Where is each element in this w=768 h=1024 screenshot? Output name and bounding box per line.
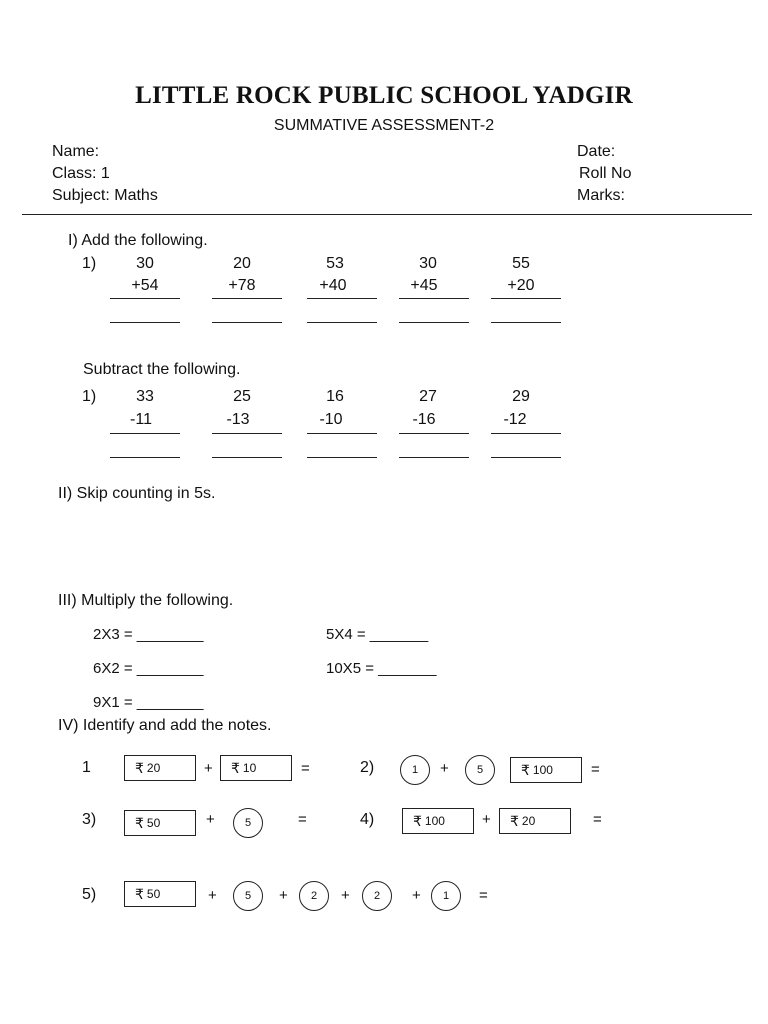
add-top-5: 55	[512, 255, 530, 272]
date-label: Date:	[577, 143, 616, 160]
q4-plus: +	[482, 811, 491, 828]
rupee-icon: ₹	[135, 759, 144, 776]
q2-note-value: 100	[532, 763, 553, 777]
q4-note-a	[402, 808, 474, 834]
q5-coin-3: 2	[362, 881, 392, 911]
add-top-1: 30	[136, 255, 154, 272]
add-rule-2	[212, 298, 282, 299]
q1-number: 1	[82, 759, 91, 776]
q1-note-b-value: 10	[242, 761, 257, 775]
q3-plus: +	[206, 811, 215, 828]
q4-equals: =	[593, 811, 602, 828]
sub-answer-line-4[interactable]	[399, 457, 469, 458]
q5-coin-4: 1	[431, 881, 461, 911]
sub-rule-5	[491, 433, 561, 434]
add-item-number: 1)	[82, 255, 97, 272]
subtract-item-number: 1)	[82, 388, 97, 405]
add-rule-1	[110, 298, 180, 299]
q2-coin-a: 1	[400, 755, 430, 785]
q2-number: 2)	[360, 759, 375, 776]
sub-answer-line-3[interactable]	[307, 457, 377, 458]
q5-note-value: 50	[146, 887, 161, 901]
sub-bottom-2: -13	[226, 411, 250, 428]
q5-coin-2: 2	[299, 881, 329, 911]
sub-top-5: 29	[512, 388, 530, 405]
q5-coin-1: 5	[233, 881, 263, 911]
sub-rule-2	[212, 433, 282, 434]
q5-plus-2: +	[279, 887, 288, 904]
marks-label: Marks:	[577, 187, 625, 204]
q3-number: 3)	[82, 811, 97, 828]
rupee-icon: ₹	[231, 759, 240, 776]
notes-heading: IV) Identify and add the notes.	[58, 717, 272, 734]
school-title: LITTLE ROCK PUBLIC SCHOOL YADGIR	[135, 82, 633, 109]
q2-note	[510, 757, 582, 783]
q5-plus-3: +	[341, 887, 350, 904]
add-bottom-3: +40	[319, 277, 347, 294]
add-answer-line-2[interactable]	[212, 322, 282, 323]
subtract-heading: Subtract the following.	[83, 361, 241, 378]
add-answer-line-1[interactable]	[110, 322, 180, 323]
add-top-3: 53	[326, 255, 344, 272]
q2-plus: +	[440, 760, 449, 777]
q3-note-value: 50	[146, 816, 161, 830]
q4-note-a-value: 100	[424, 814, 445, 828]
add-bottom-1: +54	[131, 277, 159, 294]
add-bottom-5: +20	[507, 277, 535, 294]
subject-label: Subject: Maths	[52, 187, 158, 204]
add-bottom-4: +45	[410, 277, 438, 294]
sub-top-3: 16	[326, 388, 344, 405]
multiply-item-4[interactable]: 10X5 = _______	[326, 660, 437, 677]
q5-number: 5)	[82, 886, 97, 903]
sub-rule-3	[307, 433, 377, 434]
sub-top-2: 25	[233, 388, 251, 405]
q3-coin: 5	[233, 808, 263, 838]
q3-equals: =	[298, 811, 307, 828]
q5-equals: =	[479, 887, 488, 904]
sub-top-1: 33	[136, 388, 154, 405]
exam-title: SUMMATIVE ASSESSMENT-2	[273, 117, 495, 134]
sub-bottom-3: -10	[319, 411, 343, 428]
sub-answer-line-2[interactable]	[212, 457, 282, 458]
q4-number: 4)	[360, 811, 375, 828]
q1-plus: +	[204, 760, 213, 777]
q1-note-a	[124, 755, 196, 781]
add-rule-5	[491, 298, 561, 299]
add-top-4: 30	[419, 255, 437, 272]
q5-plus-1: +	[208, 887, 217, 904]
sub-answer-line-1[interactable]	[110, 457, 180, 458]
rupee-icon: ₹	[135, 885, 144, 902]
add-top-2: 20	[233, 255, 251, 272]
sub-bottom-4: -16	[412, 411, 436, 428]
add-answer-line-4[interactable]	[399, 322, 469, 323]
q1-note-b	[220, 755, 292, 781]
sub-bottom-5: -12	[503, 411, 527, 428]
add-rule-3	[307, 298, 377, 299]
name-label: Name:	[52, 143, 100, 160]
rupee-icon: ₹	[413, 812, 422, 829]
sub-rule-4	[399, 433, 469, 434]
header-divider	[22, 214, 752, 215]
q1-note-a-value: 20	[146, 761, 161, 775]
add-answer-line-3[interactable]	[307, 322, 377, 323]
multiply-item-5[interactable]: 9X1 = ________	[93, 694, 204, 711]
rupee-icon: ₹	[135, 814, 144, 831]
q1-equals: =	[301, 760, 310, 777]
q2-coin-b: 5	[465, 755, 495, 785]
add-rule-4	[399, 298, 469, 299]
multiply-heading: III) Multiply the following.	[58, 592, 234, 609]
sub-rule-1	[110, 433, 180, 434]
q3-note	[124, 810, 196, 836]
multiply-item-2[interactable]: 5X4 = _______	[326, 626, 429, 643]
q5-plus-4: +	[412, 887, 421, 904]
class-label: Class: 1	[52, 165, 110, 182]
add-answer-line-5[interactable]	[491, 322, 561, 323]
q2-equals: =	[591, 761, 600, 778]
add-heading: I) Add the following.	[68, 232, 208, 249]
rollno-label: Roll No	[579, 165, 632, 182]
rupee-icon: ₹	[521, 761, 530, 778]
sub-answer-line-5[interactable]	[491, 457, 561, 458]
rupee-icon: ₹	[510, 812, 519, 829]
q4-note-b	[499, 808, 571, 834]
q4-note-b-value: 20	[521, 814, 536, 828]
sub-bottom-1: -11	[130, 411, 152, 428]
skip-counting-heading: II) Skip counting in 5s.	[58, 485, 216, 502]
q5-note	[124, 881, 196, 907]
add-bottom-2: +78	[228, 277, 256, 294]
multiply-item-3[interactable]: 6X2 = ________	[93, 660, 204, 677]
multiply-item-1[interactable]: 2X3 = ________	[93, 626, 204, 643]
sub-top-4: 27	[419, 388, 437, 405]
